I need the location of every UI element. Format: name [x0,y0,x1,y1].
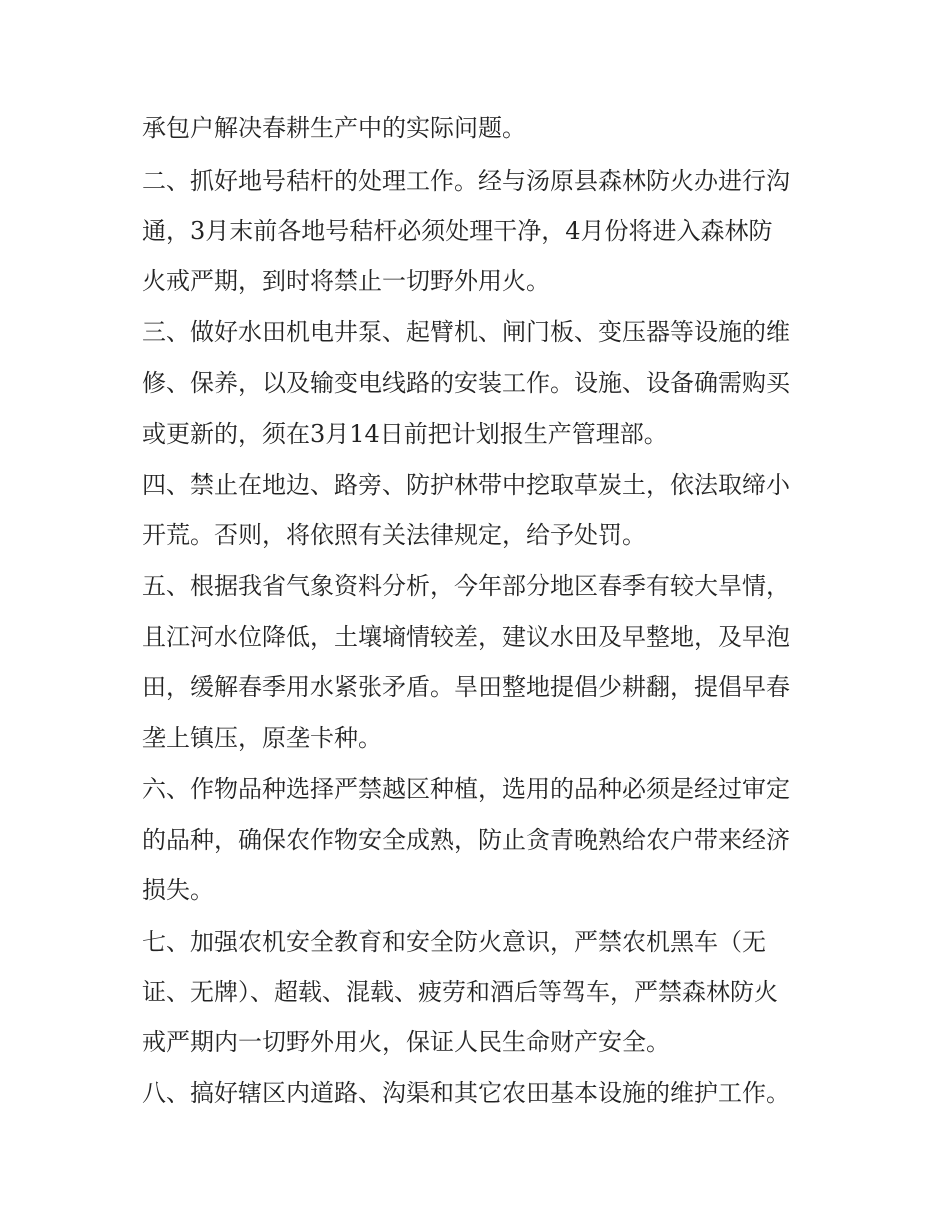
text-line: 八、搞好辖区内道路、沟渠和其它农田基本设施的维护工作。 [142,1079,790,1107]
text-line: 开荒。否则，将依照有关法律规定，给予处罚。 [142,521,646,549]
text-line: 火戒严期，到时将禁止一切野外用火。 [142,267,550,295]
text-line: 四、禁止在地边、路旁、防护林带中挖取草炭土，依法取缔小 [142,471,790,499]
text-line: 垄上镇压，原垄卡种。 [142,724,382,752]
text-line: 戒严期内一切野外用火，保证人民生命财产安全。 [142,1028,670,1056]
text-line: 的品种，确保农作物安全成熟，防止贪青晚熟给农户带来经济 [142,826,790,854]
text-line: 通，3月末前各地号秸杆必须处理干净，4月份将进入森林防 [142,217,773,245]
text-line: 或更新的，须在3月14日前把计划报生产管理部。 [142,420,668,448]
text-line: 且江河水位降低，土壤墒情较差，建议水田及早整地，及早泡 [142,623,790,651]
text-line: 证、无牌）、超载、混载、疲劳和酒后等驾车，严禁森林防火 [142,978,778,1006]
text-line: 田，缓解春季用水紧张矛盾。旱田整地提倡少耕翻，提倡早春 [142,673,790,701]
text-line: 承包户解决春耕生产中的实际问题。 [142,114,526,142]
text-line: 二、抓好地号秸杆的处理工作。经与汤原县森林防火办进行沟 [142,167,790,195]
text-line: 损失。 [142,876,214,904]
text-line: 六、作物品种选择严禁越区种植，选用的品种必须是经过审定 [142,775,790,803]
text-line: 五、根据我省气象资料分析，今年部分地区春季有较大旱情， [142,572,790,600]
text-line: 修、保养，以及输变电线路的安装工作。设施、设备确需购买 [142,369,790,397]
text-line: 三、做好水田机电井泵、起臂机、闸门板、变压器等设施的维 [142,318,790,346]
text-line: 七、加强农机安全教育和安全防火意识，严禁农机黑车（无 [142,928,766,956]
